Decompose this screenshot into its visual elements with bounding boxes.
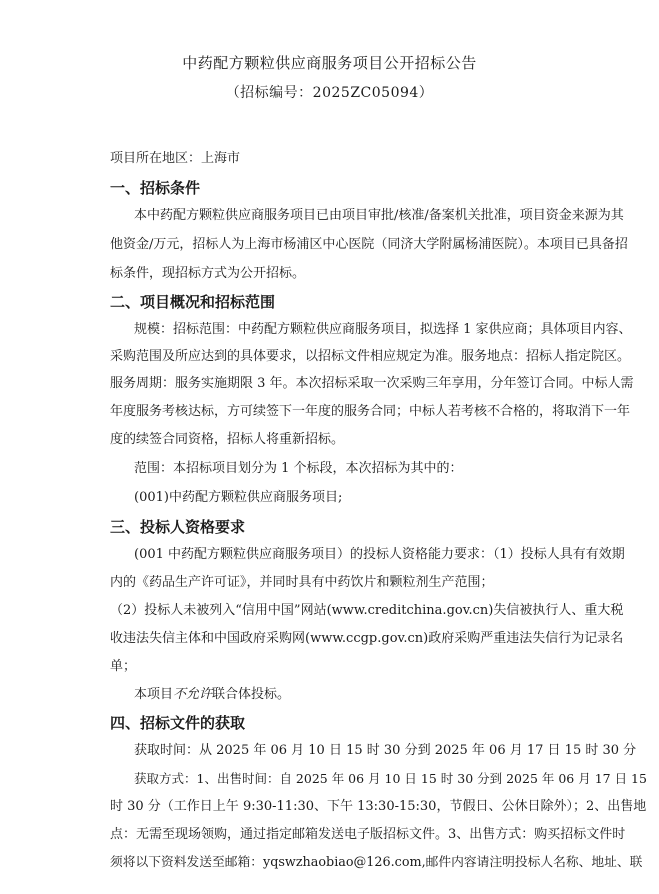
paragraph-line: 收违法失信主体和中国政府采购网(www.ccgp.gov.cn)政府采购严重违法失信行为记录名 (110, 631, 624, 646)
section-heading-4: 四、招标文件的获取 (110, 714, 246, 732)
paragraph-line: 本中药配方颗粒供应商服务项目已由项目审批/核准/备案机关批准，项目资金来源为其 (134, 208, 624, 223)
consortium-suffix: 联合体投标。 (212, 687, 291, 702)
paragraph-line: 内的《药品生产许可证》，并同时具有中药饮片和颗粒剂生产范围； (110, 575, 494, 590)
paragraph-line: 年度服务考核达标，方可续签下一年度的服务合同；中标人若考核不合格的，将取消下一年 (110, 404, 631, 419)
paragraph-line: 范围：本招标项目划分为 1 个标段，本次招标为其中的： (134, 461, 463, 476)
paragraph-line: 单； (110, 659, 137, 674)
paragraph-line: 规模：招标范围：中药配方颗粒供应商服务项目，拟选择 1 家供应商；具体项目内容、 (134, 322, 632, 337)
paragraph-line: 服务周期：服务实施期限 3 年。本次招标采取一次采购三年享用，分年签订合同。中标人需 (110, 376, 634, 391)
tender-number: （招标编号：2025ZC05094） (225, 85, 434, 101)
paragraph-line: 须将以下资料发送至邮箱：yqswzhaobiao@126.com,邮件内容请注明投标人名称、地址、联 (110, 855, 643, 870)
paragraph-line: 时 30 分（工作日上午 9:30-11:30、下午 13:30-15:30，节假日、公休日除外）；2、出售地 (110, 799, 647, 814)
consortium-line (134, 686, 290, 704)
paragraph-line: 标条件，现招标方式为公开招标。 (110, 266, 306, 281)
paragraph-line: 他资金/万元，招标人为上海市杨浦区中心医院（同济大学附属杨浦医院）。本项目已具备招 (110, 237, 628, 252)
section-heading-1: 一、招标条件 (110, 179, 201, 197)
paragraph-line: 点：无需至现场领购，通过指定邮箱发送电子版招标文件。3、出售方式：购买招标文件时 (110, 827, 626, 842)
consortium-prefix: 本项目 (134, 687, 174, 702)
section-heading-2: 二、项目概况和招标范围 (110, 293, 276, 311)
document-title: 中药配方颗粒供应商服务项目公开招标公告 (182, 54, 477, 72)
paragraph-line: （2）投标人未被列入“信用中国”网站(www.creditchina.gov.cn)失信被执行人、重大税 (110, 603, 624, 618)
project-region: 项目所在地区：上海市 (110, 151, 241, 166)
section-heading-3: 三、投标人资格要求 (110, 518, 246, 536)
paragraph-line: 采购范围及所应达到的具体要求，以招标文件相应规定为准。服务地点：招标人指定院区。 (110, 349, 631, 364)
paragraph-line: 获取时间：从 2025 年 06 月 10 日 15 时 30 分到 2025 年 06 月 17 日 15 时 30 分 (134, 743, 637, 758)
paragraph-line: (001)中药配方颗粒供应商服务项目; (134, 490, 343, 505)
paragraph-line: 获取方式：1、出售时间：自 2025 年 06 月 10 日 15 时 30 分到 2025 年 06 月 17 日 15 (134, 771, 647, 786)
consortium-emphasis: 不允许 (173, 687, 213, 702)
paragraph-line: (001 中药配方颗粒供应商服务项目）的投标人资格能力要求：（1）投标人具有有效期 (134, 547, 625, 562)
paragraph-line: 度的续签合同资格，招标人将重新招标。 (110, 432, 345, 447)
